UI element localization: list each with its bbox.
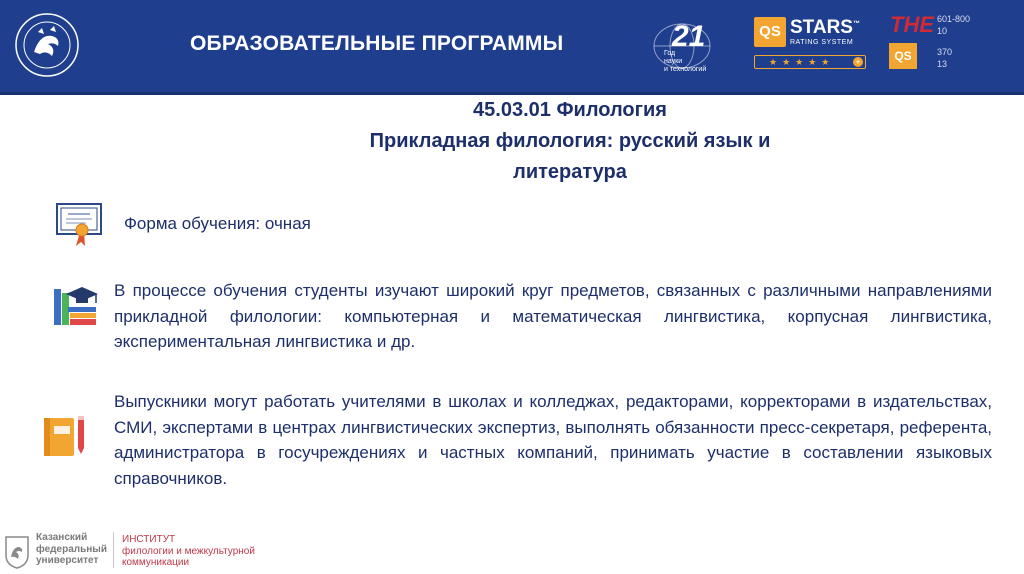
program-code-title: 45.03.01 Филология xyxy=(473,99,667,121)
program-title xyxy=(300,95,840,188)
study-form-text: Форма обучения: очная xyxy=(124,214,311,233)
notebook-pencil-icon xyxy=(42,414,88,458)
footer-university-name xyxy=(36,532,107,567)
badge-text: Год науки и технологий xyxy=(664,50,707,73)
kfu-footer-emblem-icon xyxy=(4,535,30,569)
footer-inst-line1: ИНСТИТУТ xyxy=(122,534,176,545)
kfu-emblem-icon xyxy=(14,12,80,78)
books-graduation-cap-icon xyxy=(52,283,100,327)
program-name-line2: литература xyxy=(513,161,627,183)
footer-univ-line2: федеральный xyxy=(36,543,107,555)
footer-institute-name xyxy=(122,534,255,569)
the-logo: THE xyxy=(890,12,934,37)
stars-word: STARS™ xyxy=(790,17,860,38)
footer-inst-line2: филологии и межкультурной xyxy=(122,545,255,557)
star-row-icon: ★★★★★ xyxy=(769,57,835,67)
page-title: ОБРАЗОВАТЕЛЬНЫЕ ПРОГРАММЫ xyxy=(190,32,564,55)
qs-rank-line1: 370 xyxy=(937,47,953,57)
the-rank-line1: 601-800 xyxy=(937,14,971,24)
qs-small-logo: QS xyxy=(889,43,917,69)
qs-rank-line2: 13 xyxy=(937,59,948,69)
year-of-science-badge xyxy=(650,20,720,76)
qs-logo: QS xyxy=(754,17,786,47)
the-rank-line2: 10 xyxy=(937,26,948,36)
footer-univ-line1: Казанский xyxy=(36,532,88,543)
star-rating xyxy=(754,55,866,69)
plus-icon: + xyxy=(853,57,863,67)
subjects-text: В процессе обучения студенты изучают широкий круг предметов, связанных с различными направлениями прикладной филологии: компьютерная и математическая лингвистика, корпусная лингвистика, экспериментальная лингвистика и др. xyxy=(114,281,992,351)
rating-system-label: RATING SYSTEM xyxy=(790,39,854,46)
graduates-text: Выпускники могут работать учителями в школах и колледжах, редакторами, корректорами в издательствах, СМИ, экспертами в центрах лингвистических экспертиз, выполнять обязанности пресс-секретаря, референта, администратора в госучреждениях и частных компаний, принимать участие в составлении языковых справочников. xyxy=(114,392,992,488)
footer-divider xyxy=(113,532,114,568)
footer-inst-line3: коммуникации xyxy=(122,557,190,568)
diploma-certificate-icon xyxy=(56,202,102,248)
badge-number: 21 xyxy=(672,20,706,53)
qs-stars-logo xyxy=(754,17,866,71)
footer-univ-line3: университет xyxy=(36,555,99,566)
program-name-line1: Прикладная филология: русский язык и xyxy=(369,130,771,152)
header-bar xyxy=(0,0,1024,92)
